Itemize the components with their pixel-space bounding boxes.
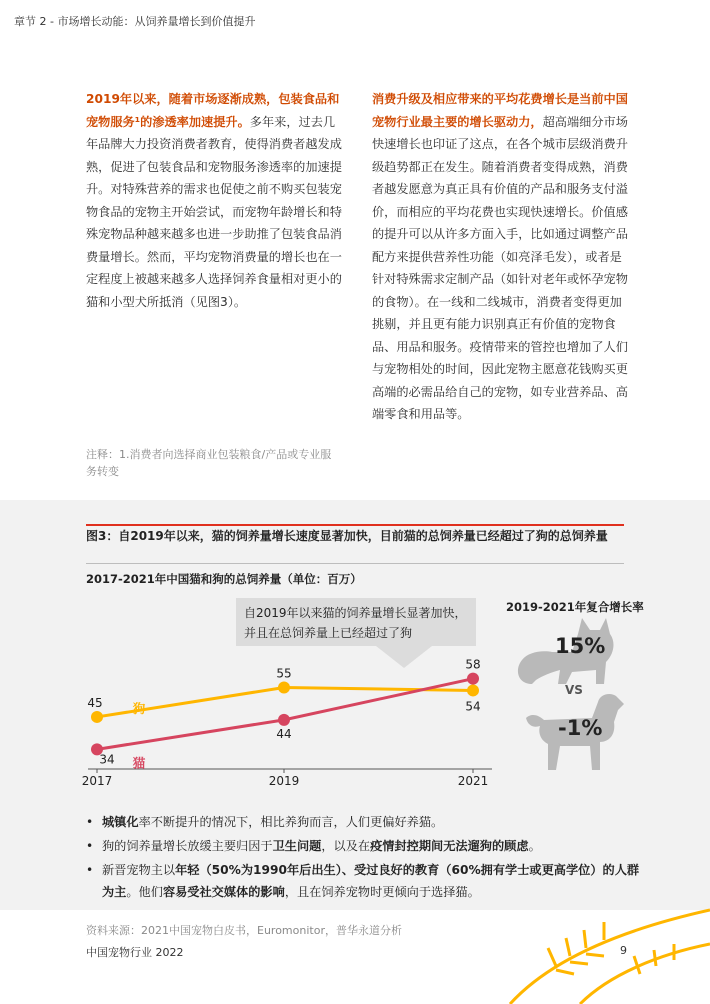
chart-title: 2017-2021年中国猫和狗的总饲养量（单位：百万） [86, 572, 362, 586]
line-chart [80, 655, 500, 790]
data-point-dog [91, 711, 103, 723]
bullet-urbanization: • 城镇化率不断提升的情况下，相比养狗而言，人们更偏好养猫。 [86, 815, 444, 829]
bullet-dog-slowdown: • 狗的饲养量增长放缓主要归因于卫生问题，以及在疫情封控期间无法遛狗的顾虑。 [86, 839, 541, 853]
left-highlight: 2019年以来，随着市场逐渐成熟，包装食品和宠物服务¹的渗透率加速提升。 [86, 92, 340, 129]
data-label: 54 [465, 699, 481, 714]
data-label: 34 [99, 752, 115, 767]
data-point-dog [278, 682, 290, 694]
left-column [86, 88, 344, 313]
chapter-header: 章节 2 - 市场增长动能：从饲养量增长到价值提升 [14, 15, 256, 28]
data-point-cat [467, 673, 479, 685]
data-label: 44 [276, 726, 292, 741]
data-label: 58 [465, 657, 481, 672]
vs-label: VS [565, 683, 583, 697]
bullet-new-owners: • 新晋宠物主以年轻（50%为1990年后出生）、受过良好的教育（60%拥有学士或更高学位）的人群为主。他们容易受社交媒体的影响，且在饲养宠物时更倾向于选择猫。 [86, 863, 640, 899]
source-note: 资料来源：2021中国宠物白皮书，Euromonitor，普华永道分析 [86, 924, 402, 937]
cagr-title: 2019-2021年复合增长率 [506, 600, 644, 614]
page-number: 9 [620, 944, 627, 957]
data-point-cat [278, 714, 290, 726]
x-tick-label: 2021 [457, 774, 489, 788]
x-tick-label: 2019 [268, 774, 300, 788]
dog-cagr: -1% [558, 716, 603, 740]
figure-title: 图3：自2019年以来，猫的饲养量增长速度显著加快，目前猫的总饲养量已经超过了狗的总饲养量 [86, 529, 608, 543]
footer-title: 中国宠物行业 2022 [86, 946, 184, 959]
decorative-wheat-graphic [470, 870, 710, 1004]
data-label: 55 [276, 666, 292, 681]
series-name-label: 猫 [132, 755, 146, 771]
data-point-dog [467, 684, 479, 696]
figure-top-rule [86, 524, 624, 526]
figure-title-rule [86, 563, 624, 564]
right-highlight: 消费升级及相应带来的平均花费增长是当前中国宠物行业最主要的增长驱动力， [372, 92, 628, 129]
cat-cagr: 15% [555, 634, 606, 658]
footnote: 注释：1.消费者向选择商业包装粮食/产品或专业服务转变 [86, 448, 332, 478]
right-column [372, 88, 630, 426]
data-label: 45 [87, 695, 103, 710]
right-body: 超高端细分市场快速增长也印证了这点，在各个城市层级消费升级趋势都正在发生。随着消费者变得成熟，消费者越发愿意为真正具有价值的产品和服务支付溢价，而相应的平均花费也实现快速增长。价值感的提升可以从许多方面入手，比如通过调整产品配方来提供营养性功能（如亮泽毛发），或者是针对特殊需求定制产品（如针对老年或怀孕宠物的食物）。在一线和二线城市，消费者变得更加挑剔，并且更有能力识别真正有价值的宠物食品、用品和服务。疫情带来的管控也增加了人们与宠物相处的时间，因此宠物主愿意花钱购买更高端的必需品给自己的宠物，如专业营养品、高端零食和用品等。 [372, 114, 628, 421]
x-tick-label: 2017 [81, 774, 113, 788]
left-body: 多年来，过去几年品牌大力投资消费者教育，使得消费者越发成熟，促进了包装食品和宠物服务渗透率的加速提升。对特殊营养的需求也促使之前不购买包装宠物食品的宠物主开始尝试，而宠物年龄增长和特殊宠物品种越来越多也进一步助推了包装食品消费量增长。然而，平均宠物消费量的增长也在一定程度上被越来越多人选择饲养食量相对更小的猫和小型犬所抵消（见图3）。 [86, 114, 342, 309]
series-name-label: 狗 [132, 700, 146, 716]
chart-callout-text: 自2019年以来猫的饲养量增长显著加快，并且在总饲养量上已经超过了狗 [244, 606, 467, 640]
